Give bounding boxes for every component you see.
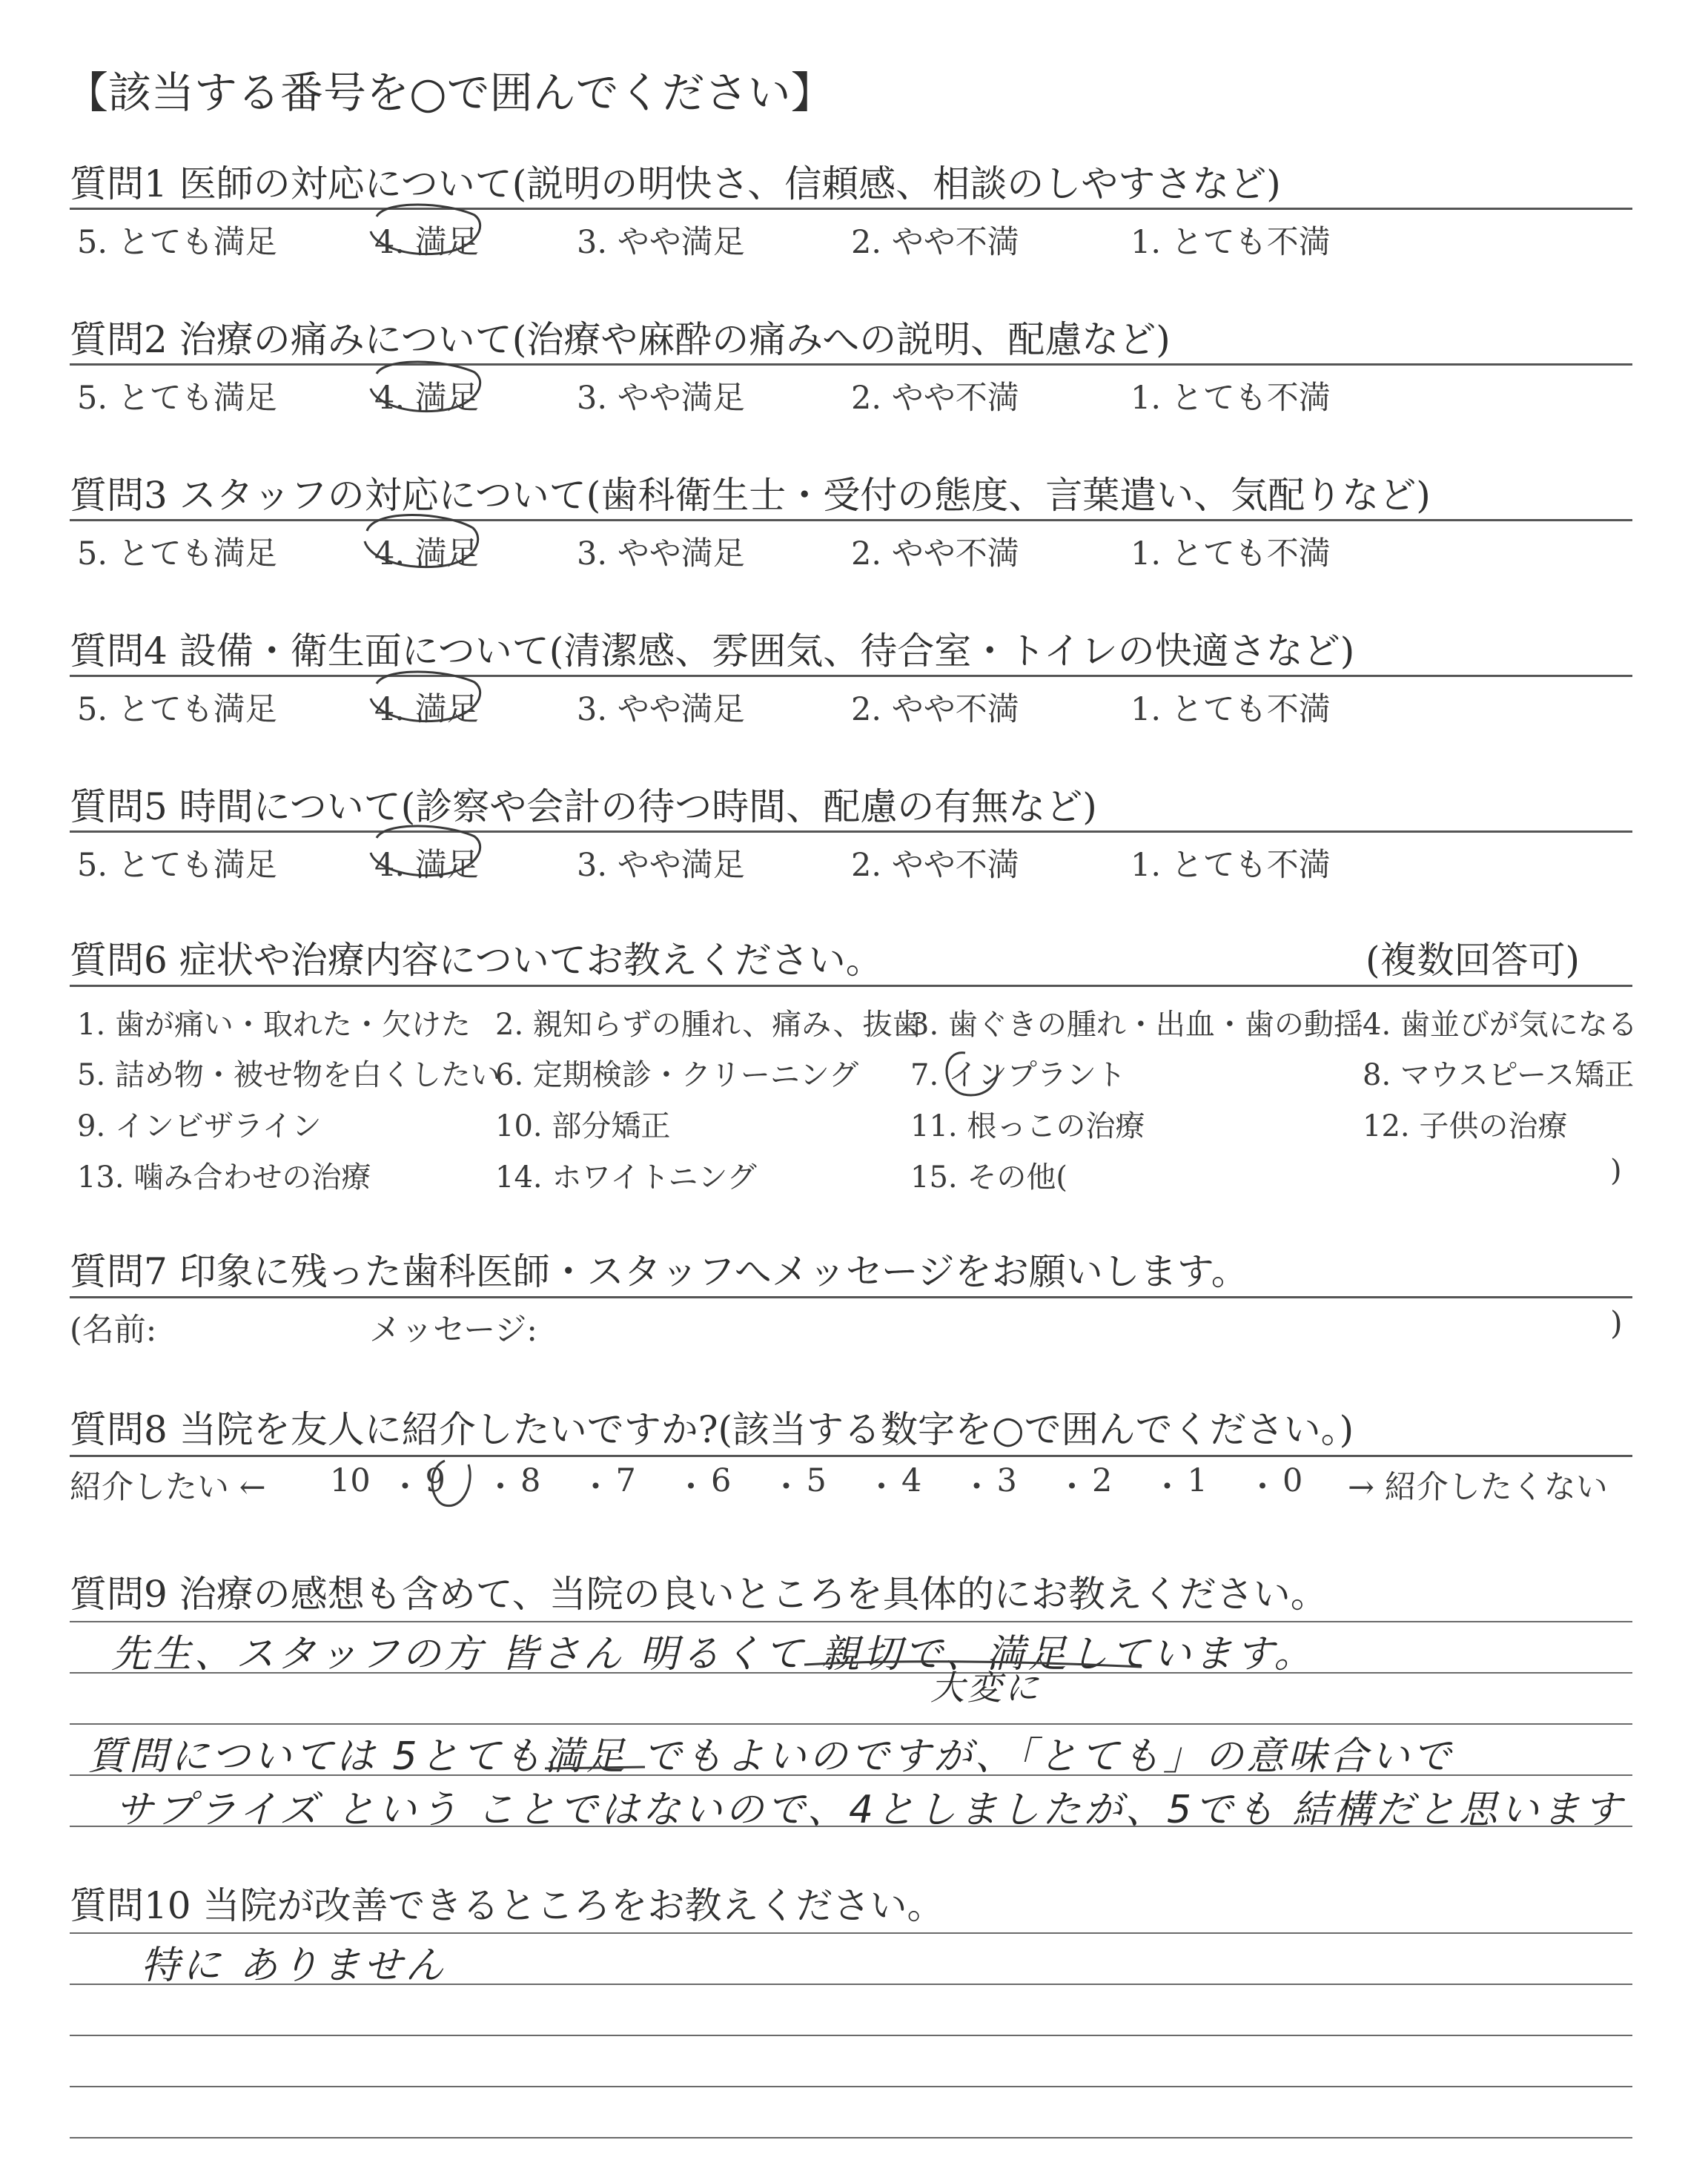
rating-option[interactable]: 3. やや満足 — [577, 380, 745, 417]
rating-option[interactable]: 5. とても満足 — [77, 847, 277, 884]
scale-separator: ・ — [1056, 1469, 1088, 1506]
recommend-score[interactable]: 2 — [1092, 1462, 1113, 1499]
q6-option[interactable]: 4. 歯並びが気になる — [1363, 1008, 1638, 1042]
rating-option[interactable]: 1. とても不満 — [1131, 691, 1331, 728]
q7-title: 質問7 印象に残った歯科医師・スタッフへメッセージをお願いします。 — [70, 1250, 1248, 1293]
q8-rule — [70, 1455, 1632, 1457]
recommend-score[interactable]: 1 — [1187, 1462, 1208, 1499]
rating-option[interactable]: 3. やや満足 — [577, 847, 745, 884]
q6-option[interactable]: 2. 親知らずの腫れ、痛み、抜歯 — [495, 1008, 922, 1042]
q6-title: 質問6 症状や治療内容についてお教えください。 — [70, 939, 883, 982]
question-rule — [70, 519, 1632, 521]
q7-close: ) — [1610, 1305, 1623, 1342]
rating-option[interactable]: 4. 満足 — [374, 380, 479, 417]
q6-option[interactable]: 10. 部分矯正 — [495, 1109, 671, 1143]
recommend-score[interactable]: 5 — [806, 1462, 827, 1499]
rating-option[interactable]: 3. やや満足 — [577, 224, 745, 261]
rating-option[interactable]: 5. とても満足 — [77, 535, 277, 572]
q6-option[interactable]: 8. マウスピース矯正 — [1363, 1058, 1635, 1092]
q6-option[interactable]: 1. 歯が痛い・取れた・欠けた — [77, 1008, 471, 1042]
q7-rule — [70, 1296, 1632, 1298]
q9-title: 質問9 治療の感想も含めて、当院の良いところを具体的にお教えください。 — [70, 1573, 1328, 1616]
q6-option[interactable]: 15. その他( — [910, 1160, 1068, 1195]
question-rule — [70, 208, 1632, 210]
recommend-score[interactable]: 3 — [996, 1462, 1017, 1499]
q10-answer-line: 特に ありません — [141, 1943, 447, 1988]
scale-separator: ・ — [1246, 1469, 1279, 1506]
rating-option[interactable]: 2. やや不満 — [851, 535, 1019, 572]
q9-answer-line: 先生、スタッフの方 皆さん 明るくて 親切で、満足しています。 — [111, 1632, 1316, 1677]
q10-line — [70, 2086, 1632, 2087]
q9-answer-insert: 大変に — [930, 1668, 1042, 1708]
scale-separator: ・ — [865, 1469, 898, 1506]
q9-answer-line: 質問については 5とても満足 でもよいのですが、「とても」の意味合いで — [87, 1734, 1454, 1779]
q6-other-close: ) — [1610, 1154, 1622, 1188]
rating-option[interactable]: 4. 満足 — [374, 691, 479, 728]
question-rule — [70, 830, 1632, 833]
scale-separator: ・ — [1151, 1469, 1183, 1506]
q8-right-label: → 紹介したくない — [1348, 1469, 1608, 1506]
recommend-score[interactable]: 4 — [901, 1462, 922, 1499]
recommend-score[interactable]: 7 — [615, 1462, 636, 1499]
q6-option[interactable]: 9. インビザライン — [77, 1109, 322, 1143]
q7-name-label: (名前: — [70, 1312, 157, 1349]
recommend-score[interactable]: 6 — [711, 1462, 732, 1499]
rating-option[interactable]: 1. とても不満 — [1131, 380, 1331, 417]
scale-separator: ・ — [389, 1469, 421, 1506]
q10-line — [70, 2035, 1632, 2036]
rating-option[interactable]: 2. やや不満 — [851, 224, 1019, 261]
recommend-score[interactable]: 0 — [1282, 1462, 1303, 1499]
recommend-score[interactable]: 8 — [520, 1462, 541, 1499]
rating-option[interactable]: 3. やや満足 — [577, 691, 745, 728]
rating-option[interactable]: 5. とても満足 — [77, 691, 277, 728]
q6-option[interactable]: 13. 噛み合わせの治療 — [77, 1160, 371, 1195]
q6-option-selected[interactable]: 7. インプラント — [910, 1058, 1126, 1092]
rating-option[interactable]: 1. とても不満 — [1131, 535, 1331, 572]
question-2-title: 質問2 治療の痛みについて(治療や麻酔の痛みへの説明、配慮など) — [70, 318, 1171, 361]
recommend-score[interactable]: 9 — [425, 1462, 446, 1499]
scale-separator: ・ — [484, 1469, 517, 1506]
q8-left-label: 紹介したい ← — [70, 1469, 266, 1506]
q9-answer-line: サプライズ という ことではないので、4としましたが、5でも 結構だと思います — [115, 1788, 1625, 1832]
rating-option[interactable]: 4. 満足 — [374, 224, 479, 261]
scale-separator: ・ — [961, 1469, 993, 1506]
question-1-title: 質問1 医師の対応について(説明の明快さ、信頼感、相談のしやすさなど) — [70, 162, 1281, 205]
q6-option[interactable]: 5. 詰め物・被せ物を白くしたい — [77, 1058, 500, 1092]
page-title: 【該当する番号を○で囲んでください】 — [65, 67, 834, 118]
q6-note: (複数回答可) — [1366, 939, 1580, 982]
question-5-title: 質問5 時間について(診察や会計の待つ時間、配慮の有無など) — [70, 785, 1097, 828]
scale-separator: ・ — [770, 1469, 802, 1506]
rating-option[interactable]: 3. やや満足 — [577, 535, 745, 572]
q6-option[interactable]: 11. 根っこの治療 — [910, 1109, 1145, 1143]
q8-title: 質問8 当院を友人に紹介したいですか?(該当する数字を○で囲んでください。) — [70, 1408, 1354, 1451]
q7-message-label: メッセージ: — [369, 1312, 537, 1349]
question-3-title: 質問3 スタッフの対応について(歯科衛生士・受付の態度、言葉遣い、気配りなど) — [70, 474, 1431, 517]
recommend-score[interactable]: 10 — [330, 1462, 371, 1499]
rating-option[interactable]: 1. とても不満 — [1131, 847, 1331, 884]
q6-option[interactable]: 14. ホワイトニング — [495, 1160, 757, 1195]
rating-option[interactable]: 2. やや不満 — [851, 380, 1019, 417]
q6-option[interactable]: 12. 子供の治療 — [1363, 1109, 1568, 1143]
rating-option[interactable]: 4. 満足 — [374, 847, 479, 884]
q10-line — [70, 2137, 1632, 2138]
rating-option[interactable]: 5. とても満足 — [77, 224, 277, 261]
rating-option[interactable]: 2. やや不満 — [851, 847, 1019, 884]
rating-option[interactable]: 2. やや不満 — [851, 691, 1019, 728]
rating-option[interactable]: 5. とても満足 — [77, 380, 277, 417]
rating-option[interactable]: 4. 満足 — [374, 535, 479, 572]
rating-option[interactable]: 1. とても不満 — [1131, 224, 1331, 261]
q6-option[interactable]: 6. 定期検診・クリーニング — [495, 1058, 859, 1092]
question-rule — [70, 363, 1632, 366]
q6-rule — [70, 985, 1632, 987]
scale-separator: ・ — [580, 1469, 612, 1506]
q6-option[interactable]: 3. 歯ぐきの腫れ・出血・歯の動揺 — [910, 1008, 1363, 1042]
q10-title: 質問10 当院が改善できるところをお教えください。 — [70, 1884, 944, 1927]
question-4-title: 質問4 設備・衛生面について(清潔感、雰囲気、待合室・トイレの快適さなど) — [70, 630, 1355, 673]
question-rule — [70, 675, 1632, 677]
scale-separator: ・ — [675, 1469, 707, 1506]
